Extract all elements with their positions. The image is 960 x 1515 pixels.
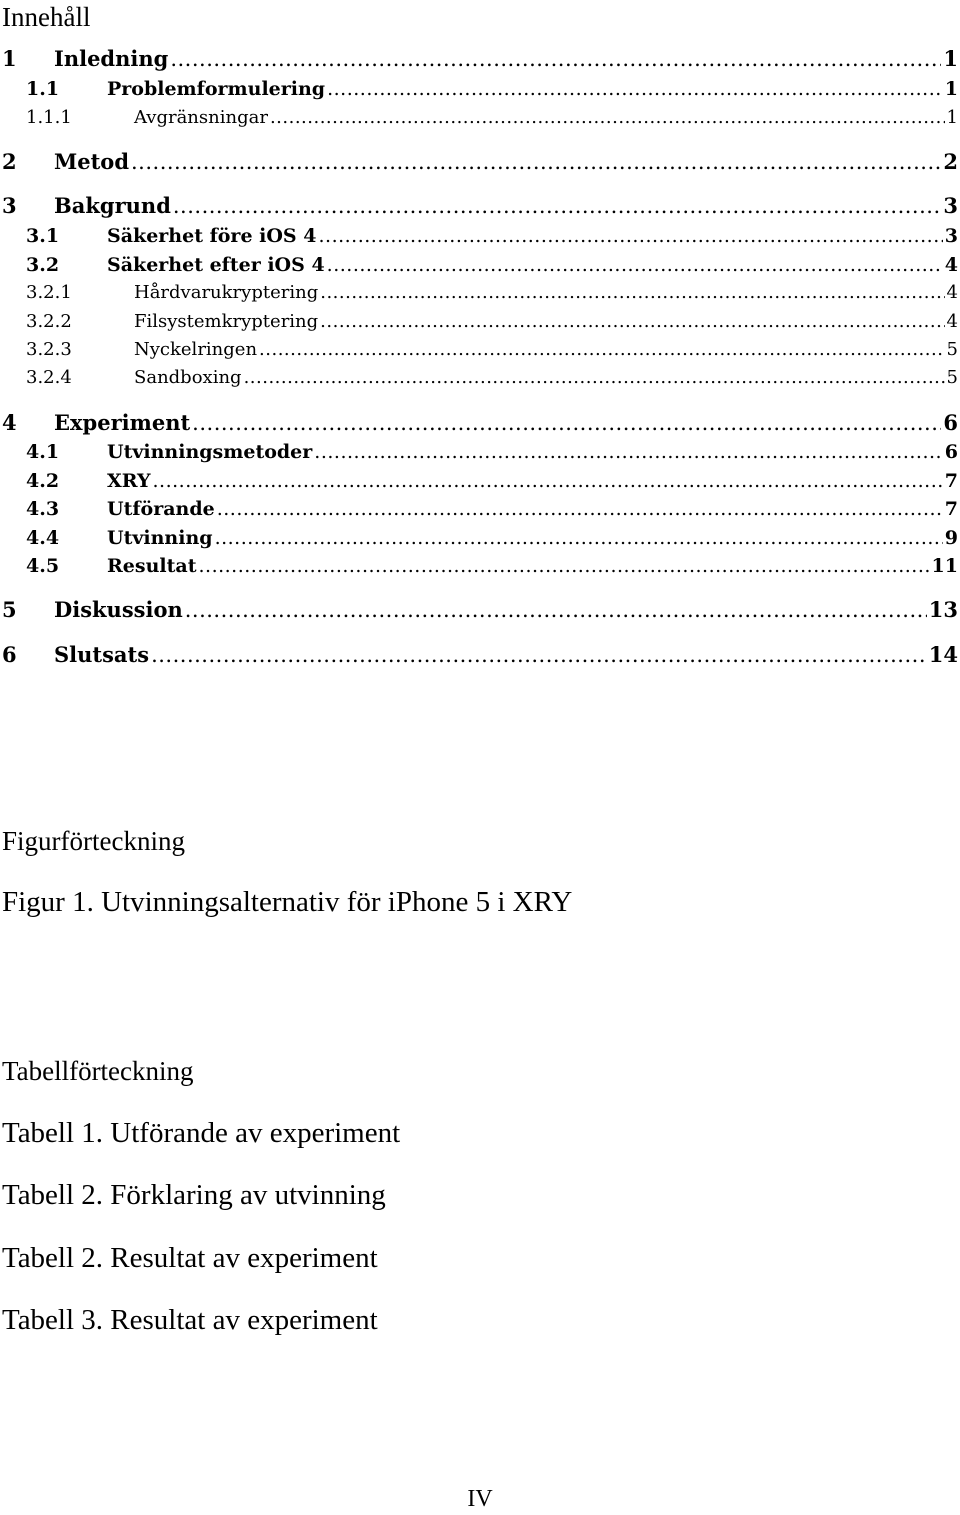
table-list-item[interactable]: Tabell 2. Förklaring av utvinning [2, 1179, 386, 1211]
table-list-item[interactable]: Tabell 2. Resultat av experiment [2, 1242, 378, 1274]
toc-entry-page: 3 [944, 225, 958, 247]
toc-entry[interactable] [0, 597, 958, 627]
toc-entry-number: 3.2.4 [26, 367, 72, 388]
toc-dot-leader [259, 339, 945, 360]
toc-entry-number: 4.5 [26, 555, 60, 577]
toc-entry-number: 2 [2, 149, 17, 174]
toc-entry[interactable] [0, 527, 958, 557]
toc-entry[interactable] [0, 46, 958, 76]
toc-entry[interactable] [0, 193, 958, 223]
toc-entry[interactable] [0, 282, 958, 312]
toc-dot-leader [170, 46, 941, 71]
toc-entry-page: 3 [943, 193, 958, 218]
toc-entry-title: Problemformulering [107, 78, 326, 100]
table-list-item[interactable]: Tabell 1. Utförande av experiment [2, 1117, 401, 1149]
toc-dot-leader [244, 367, 945, 388]
figure-list-heading: Figurförteckning [2, 826, 185, 856]
toc-entry[interactable] [0, 367, 958, 397]
toc-entry[interactable] [0, 225, 958, 255]
toc-entry-number: 3.2.2 [26, 311, 72, 332]
toc-entry-page: 4 [946, 311, 958, 332]
toc-entry-page: 1 [944, 78, 958, 100]
toc-entry-page: 6 [944, 441, 958, 463]
toc-entry[interactable] [0, 78, 958, 108]
toc-dot-leader [192, 410, 941, 435]
toc-entry-number: 4.2 [26, 470, 60, 492]
toc-entry-number: 5 [2, 597, 17, 622]
toc-dot-leader [151, 642, 927, 667]
toc-entry[interactable] [0, 441, 958, 471]
toc-heading: Innehåll [2, 2, 91, 32]
toc-entry-title: Bakgrund [54, 193, 171, 218]
toc-entry-number: 4 [2, 410, 17, 435]
toc-entry-title: Filsystemkryptering [134, 311, 319, 332]
toc-entry-title: Sandboxing [134, 367, 242, 388]
toc-entry-number: 3.2.1 [26, 282, 72, 303]
toc-entry[interactable] [0, 254, 958, 284]
toc-entry-number: 3 [2, 193, 17, 218]
toc-entry-number: 3.2 [26, 254, 60, 276]
toc-entry[interactable] [0, 498, 958, 528]
table-list-heading: Tabellförteckning [2, 1056, 194, 1086]
toc-dot-leader [173, 193, 942, 218]
table-list-item[interactable]: Tabell 3. Resultat av experiment [2, 1304, 378, 1336]
toc-entry-page: 5 [946, 339, 958, 360]
toc-entry-title: Avgränsningar [134, 107, 268, 128]
toc-entry[interactable] [0, 410, 958, 440]
toc-dot-leader [153, 470, 943, 492]
toc-dot-leader [198, 555, 929, 577]
toc-entry-title: Utförande [107, 498, 215, 520]
page-number: IV [467, 1486, 493, 1512]
toc-entry-page: 4 [944, 254, 958, 276]
toc-entry-number: 4.4 [26, 527, 60, 549]
toc-entry-title: Resultat [107, 555, 197, 577]
toc-entry[interactable] [0, 555, 958, 585]
toc-entry-title: Diskussion [54, 597, 183, 622]
toc-entry-page: 7 [944, 498, 958, 520]
toc-dot-leader [327, 78, 943, 100]
toc-entry-page: 11 [931, 555, 958, 577]
toc-entry[interactable] [0, 107, 958, 137]
toc-entry-page: 1 [943, 46, 958, 71]
toc-dot-leader [270, 107, 945, 128]
toc-entry-title: Metod [54, 149, 129, 174]
toc-entry-number: 3.1 [26, 225, 60, 247]
toc-dot-leader [131, 149, 941, 174]
toc-dot-leader [327, 254, 943, 276]
toc-entry-title: XRY [107, 470, 151, 492]
toc-dot-leader [320, 311, 944, 332]
toc-entry-page: 9 [944, 527, 958, 549]
toc-dot-leader [314, 441, 942, 463]
toc-entry-page: 7 [944, 470, 958, 492]
toc-dot-leader [215, 527, 943, 549]
toc-dot-leader [217, 498, 943, 520]
toc-entry-page: 4 [946, 282, 958, 303]
toc-entry-page: 2 [943, 149, 958, 174]
toc-entry-page: 5 [946, 367, 958, 388]
toc-entry-number: 1.1 [26, 78, 60, 100]
toc-entry-number: 1.1.1 [26, 107, 72, 128]
toc-entry[interactable] [0, 642, 958, 672]
toc-entry-page: 13 [928, 597, 958, 622]
toc-entry-title: Utvinning [107, 527, 213, 549]
toc-dot-leader [185, 597, 927, 622]
toc-entry[interactable] [0, 311, 958, 341]
figure-list-item[interactable]: Figur 1. Utvinningsalternativ för iPhone 5 i XRY [2, 886, 573, 918]
toc-entry-title: Hårdvarukryptering [134, 282, 319, 303]
toc-entry-number: 6 [2, 642, 17, 667]
toc-entry-title: Inledning [54, 46, 169, 71]
toc-entry-number: 3.2.3 [26, 339, 72, 360]
toc-entry-title: Slutsats [54, 642, 150, 667]
toc-entry[interactable] [0, 339, 958, 369]
toc-entry[interactable] [0, 149, 958, 179]
toc-entry-title: Säkerhet efter iOS 4 [107, 254, 325, 276]
toc-entry[interactable] [0, 470, 958, 500]
toc-entry-title: Säkerhet före iOS 4 [107, 225, 317, 247]
toc-entry-page: 14 [928, 642, 958, 667]
toc-entry-title: Experiment [54, 410, 191, 435]
toc-entry-number: 1 [2, 46, 17, 71]
toc-entry-number: 4.1 [26, 441, 60, 463]
toc-entry-page: 6 [943, 410, 958, 435]
toc-dot-leader [320, 282, 944, 303]
toc-entry-page: 1 [946, 107, 958, 128]
toc-entry-title: Utvinningsmetoder [107, 441, 313, 463]
toc-entry-number: 4.3 [26, 498, 60, 520]
toc-entry-title: Nyckelringen [134, 339, 258, 360]
toc-dot-leader [318, 225, 942, 247]
